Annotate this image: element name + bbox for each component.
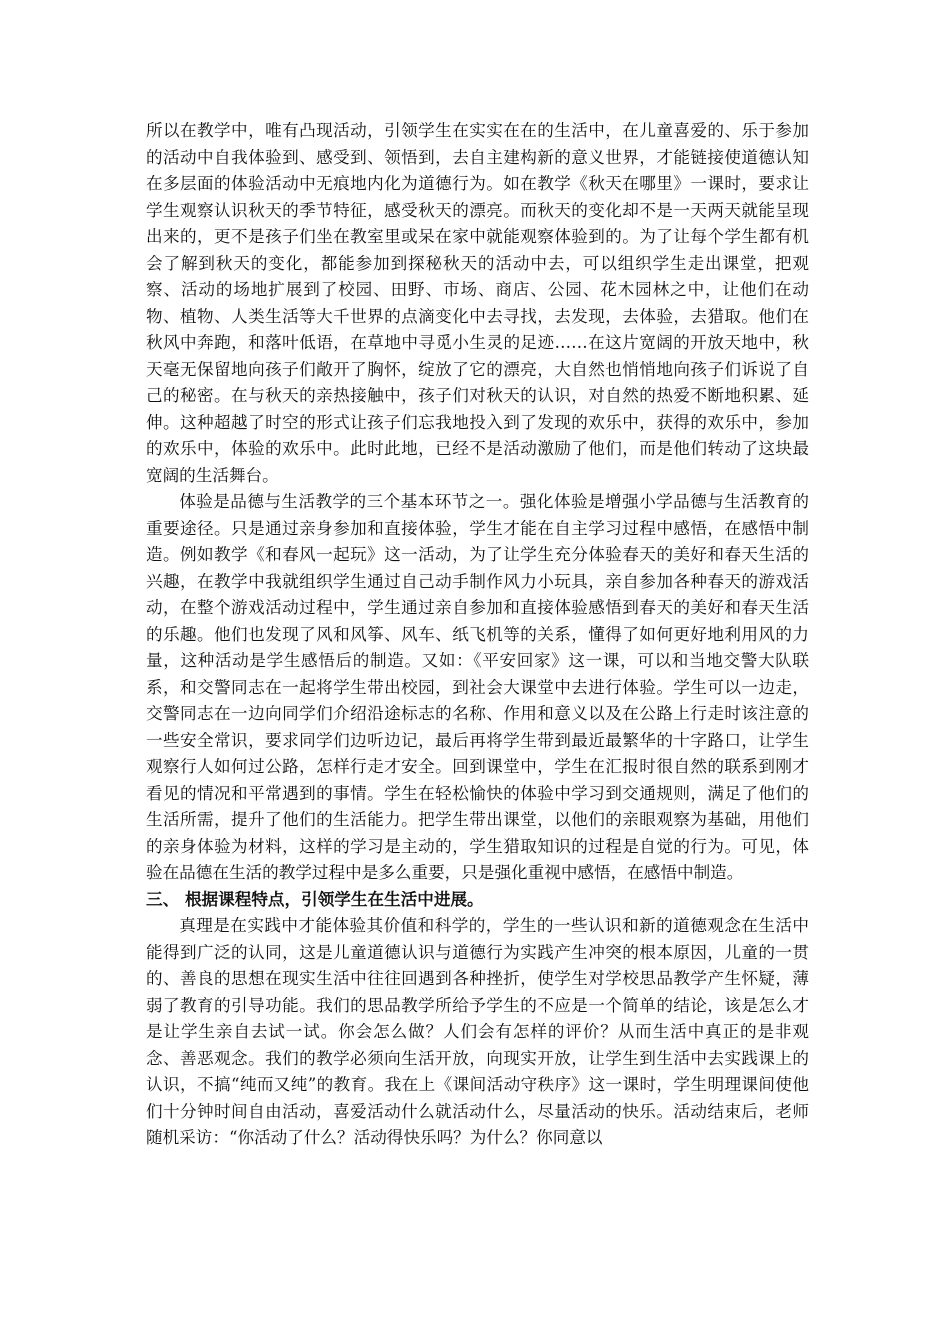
body-paragraph-3: 真理是在实践中才能体验其价值和科学的，学生的一些认识和新的道德观念在生活中能得到广泛的认同，这是儿童道德认识与道德行为实践产生冲突的根本原因，儿童的一贯的、善良的思想在现实生活中往往回遇到各种挫折，使学生对学校思品教学产生怀疑，薄弱了教育的引导功能。我们的思品教学所给予学生的不应是一个简单的结论，该是怎么才是让学生亲自去试一试。你会怎么做？人们会有怎样的评价？从而生活中真正的是非观念、善恶观念。我们的教学必须向生活开放，向现实开放，让学生到生活中去实践课上的认识，不搞“纯而又纯”的教育。我在上《课间活动守秩序》这一课时，学生明理课间使他们十分钟时间自由活动，喜爱活动什么就活动什么，尽量活动的快乐。活动结束后，老师随机采访：“你活动了什么？活动得快乐吗？为什么？你同意以 [146,916,809,1147]
document-page [146,118,809,1152]
body-paragraph-2: 体验是品德与生活教学的三个基本环节之一。强化体验是增强小学品德与生活教育的重要途径。只是通过亲身参加和直接体验，学生才能在自主学习过程中感悟，在感悟中制造。例如教学《和春风一起玩》这一活动，为了让学生充分体验春天的美好和春天生活的兴趣，在教学中我就组织学生通过自己动手制作风力小玩具，亲自参加各种春天的游戏活动，在整个游戏活动过程中，学生通过亲自参加和直接体验感悟到春天的美好和春天生活的乐趣。他们也发现了风和风筝、风车、纸飞机等的关系，懂得了如何更好地利用风的力量，这种活动是学生感悟后的制造。又如：《平安回家》这一课，可以和当地交警大队联系，和交警同志在一起将学生带出校园，到社会大课堂中去进行体验。学生可以一边走，交警同志在一边向同学们介绍沿途标志的名称、作用和意义以及在公路上行走时该注意的一些安全常识，要求同学们边听边记，最后再将学生带到最近最繁华的十字路口，让学生观察行人如何过公路，怎样行走才安全。回到课堂中，学生在汇报时很自然的联系到刚才看见的情况和平常遇到的事情。学生在轻松愉快的体验中学习到交通规则，满足了他们的生活所需，提升了他们的生活能力。把学生带出课堂，以他们的亲眼观察为基础，用他们的亲身体验为材料，这样的学习是主动的，学生猎取知识的过程是自觉的行为。可见，体验在品德在生活的教学过程中是多么重要，只是强化重视中感悟，在感悟中制造。 [146,492,809,882]
section-heading: 三、 根据课程特点，引领学生在生活中进展。 [146,889,484,909]
body-paragraph-1: 所以在教学中，唯有凸现活动，引领学生在实实在在的生活中，在儿童喜爱的、乐于参加的活动中自我体验到、感受到、领悟到，去自主建构新的意义世界，才能链接使道德认知在多层面的体验活动中无痕地内化为道德行为。如在教学《秋天在哪里》一课时，要求让学生观察认识秋天的季节特征，感受秋天的漂亮。而秋天的变化却不是一天两天就能呈现出来的，更不是孩子们坐在教室里或呆在家中就能观察体验到的。为了让每个学生都有机会了解到秋天的变化，都能参加到探秘秋天的活动中去，可以组织学生走出课堂，把观察、活动的场地扩展到了校园、田野、市场、商店、公园、花木园林之中，让他们在动物、植物、人类生活等大千世界的点滴变化中去寻找，去发现，去体验，去猎取。他们在秋风中奔跑，和落叶低语，在草地中寻觅小生灵的足迹……在这片宽阔的开放天地中，秋天毫无保留地向孩子们敞开了胸怀，绽放了它的漂亮，大自然也悄悄地向孩子们诉说了自己的秘密。在与秋天的亲热接触中，孩子们对秋天的认识，对自然的热爱不断地积累、延伸。这种超越了时空的形式让孩子们忘我地投入到了发现的欢乐中，获得的欢乐中，参加的欢乐中，体验的欢乐中。此时此地，已经不是活动激励了他们，而是他们转动了这块最宽阔的生活舞台。 [146,121,809,485]
